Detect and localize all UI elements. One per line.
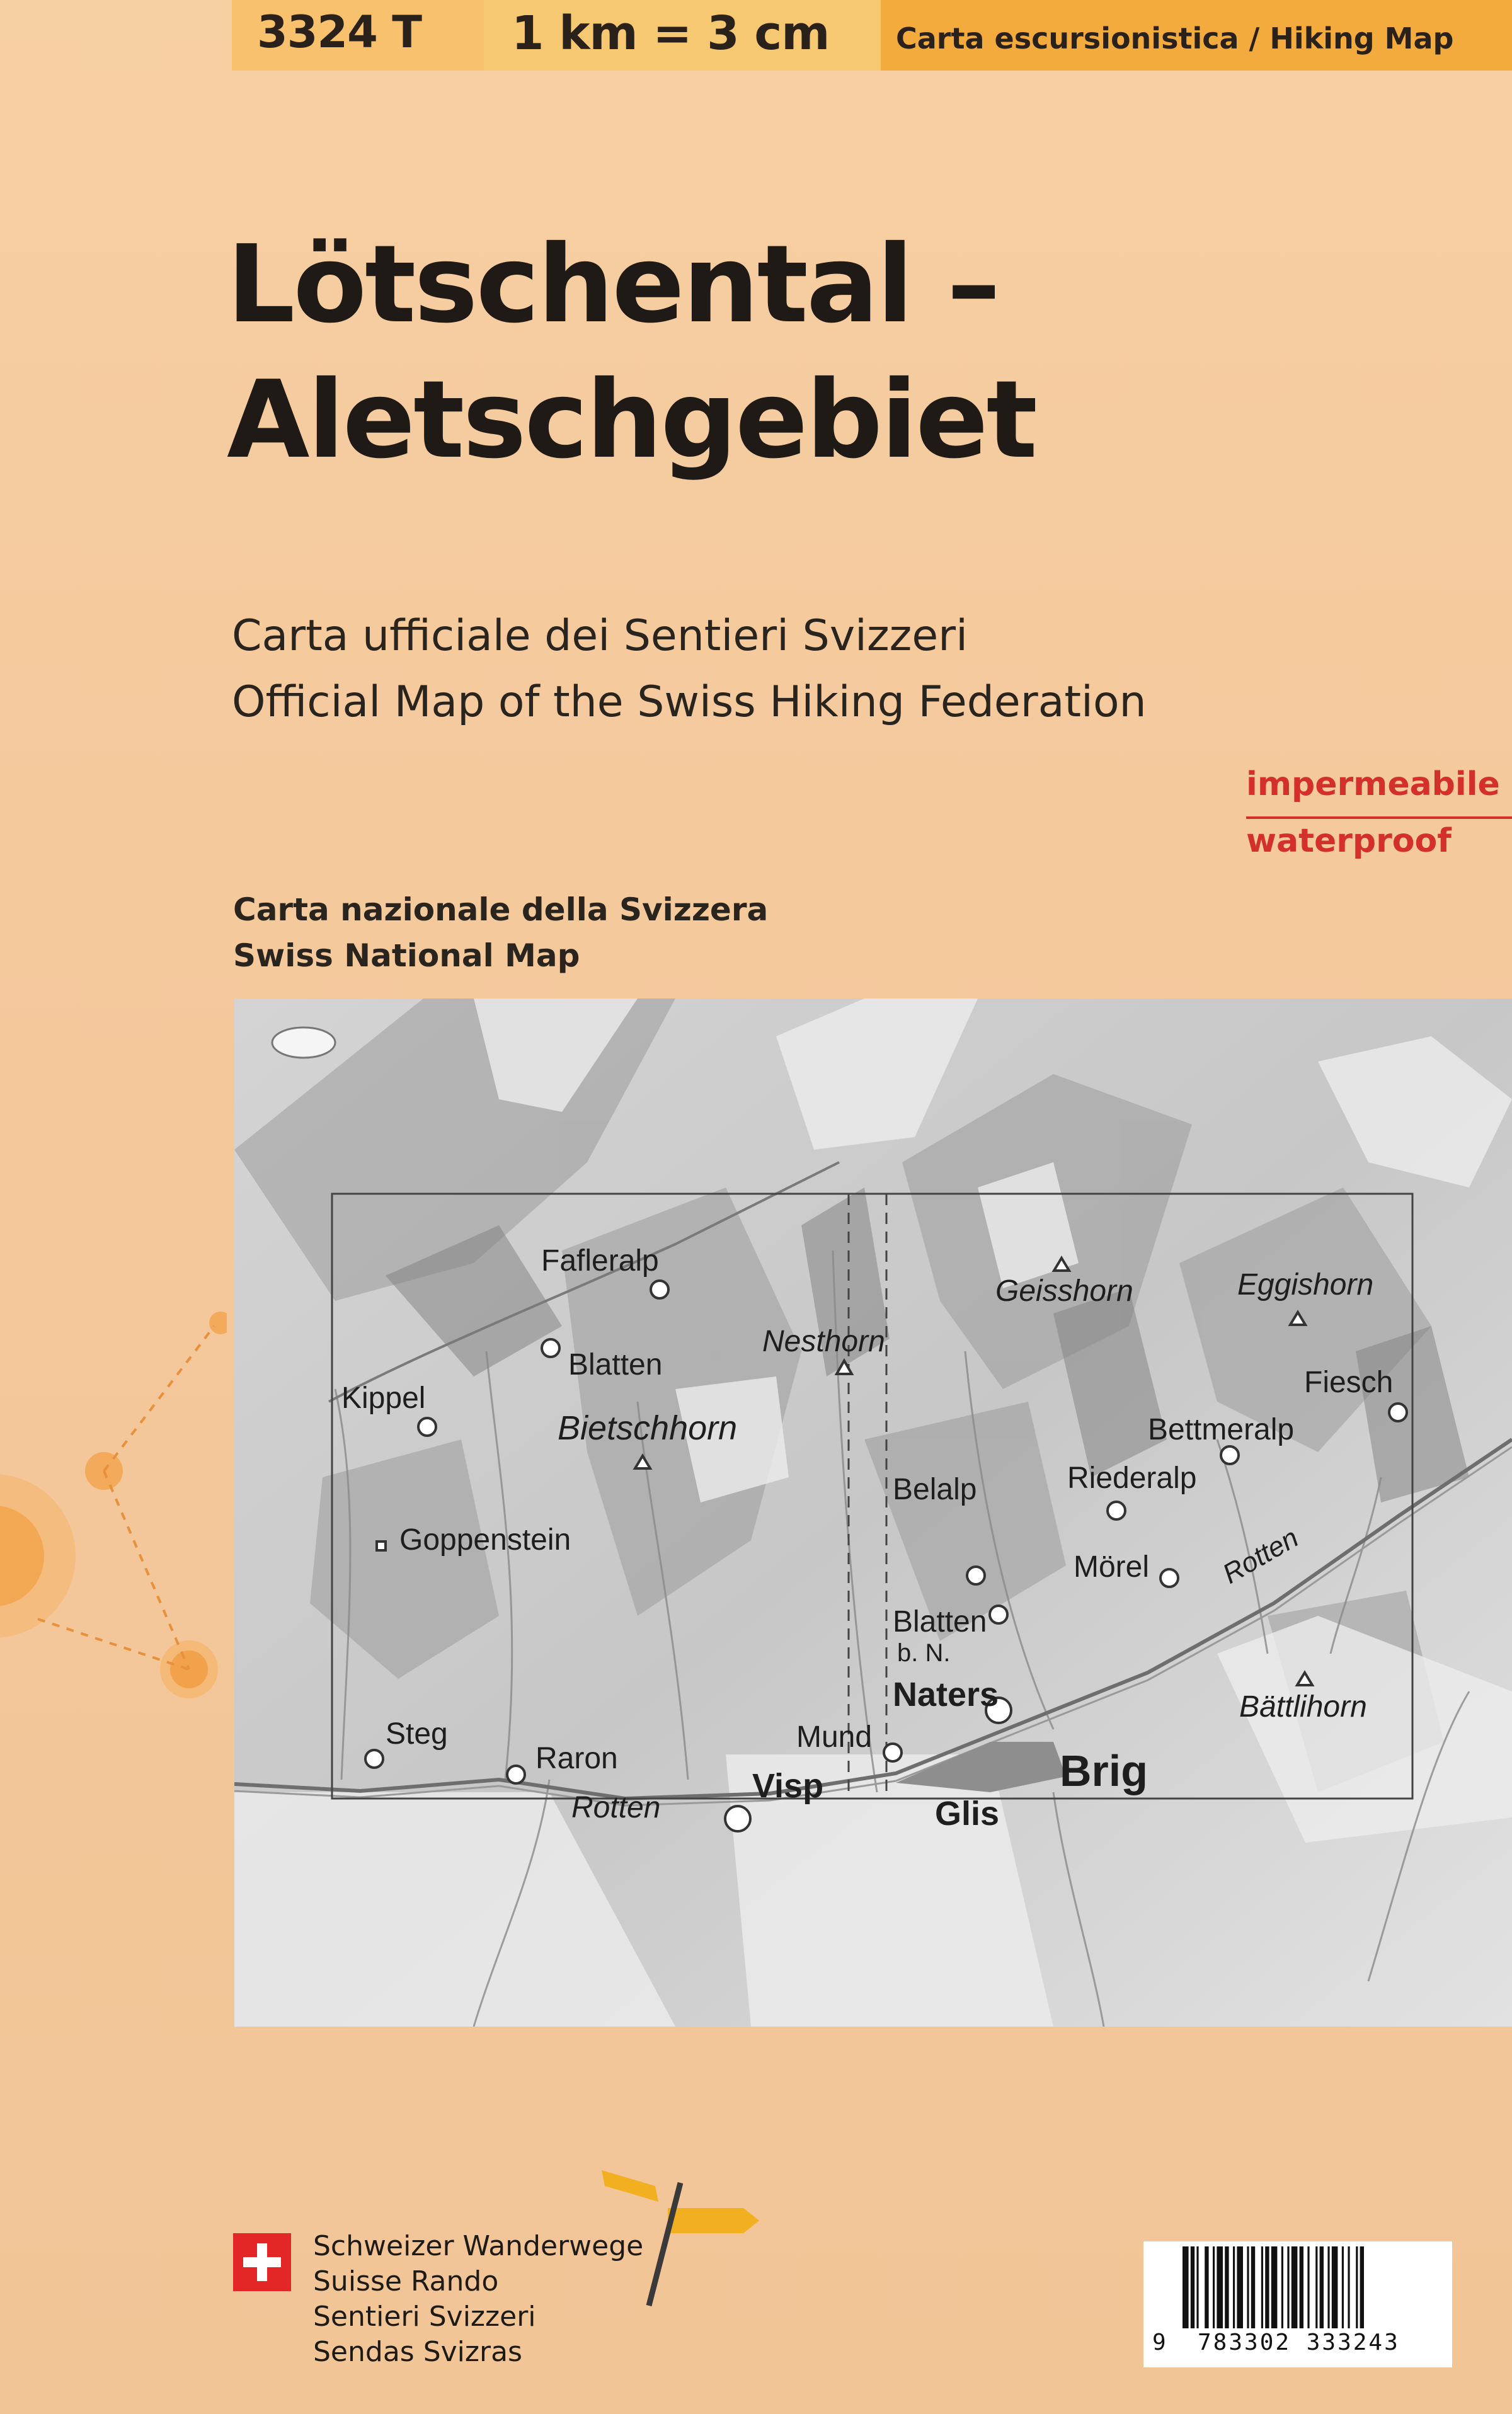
waterproof-english: waterproof xyxy=(1246,822,1452,860)
barcode-bar xyxy=(1348,2246,1349,2328)
label-fiesch: Fiesch xyxy=(1304,1366,1394,1399)
barcode-first-digit: 9 xyxy=(1152,2330,1166,2355)
map-type: Carta escursionistica / Hiking Map xyxy=(896,21,1454,55)
label-eggishorn: Eggishorn xyxy=(1237,1268,1374,1301)
label-geisshorn: Geisshorn xyxy=(995,1274,1133,1308)
map-scale: 1 km = 3 cm xyxy=(512,6,830,60)
barcode-bar xyxy=(1342,2246,1344,2328)
barcode-bar xyxy=(1205,2246,1208,2328)
barcode-bar xyxy=(1292,2246,1298,2328)
subtitle-english: Official Map of the Swiss Hiking Federation xyxy=(232,677,1147,727)
label-blatten-bn: Blatten xyxy=(893,1605,987,1639)
label-riederalp: Riederalp xyxy=(1067,1462,1197,1495)
label-glis: Glis xyxy=(935,1795,1000,1833)
waterproof-divider xyxy=(1246,816,1512,819)
title-line-1: Lötschental – xyxy=(227,222,999,347)
marker-blatten-bn xyxy=(990,1606,1007,1623)
publisher-line-2: Suisse Rando xyxy=(313,2265,499,2297)
marker-fafleralp xyxy=(651,1281,668,1298)
map-code: 3324 T xyxy=(257,6,421,58)
barcode-digits: 783302 333243 xyxy=(1198,2330,1400,2355)
publisher-line-3: Sentieri Svizzeri xyxy=(313,2301,536,2333)
barcode-bar xyxy=(1315,2246,1317,2328)
relief-map xyxy=(234,998,1512,2027)
label-bn: b. N. xyxy=(897,1639,951,1667)
title-line-2: Aletschgebiet xyxy=(227,358,1036,483)
label-mund: Mund xyxy=(796,1720,873,1754)
marker-morel xyxy=(1160,1569,1178,1587)
publisher-names xyxy=(313,2229,643,2370)
marker-goppenstein xyxy=(377,1542,386,1550)
label-rotten-east: Rotten xyxy=(1217,1522,1304,1590)
barcode-bar xyxy=(1191,2246,1194,2328)
marker-bettmeralp xyxy=(1221,1446,1239,1464)
label-rotten-west: Rotten xyxy=(571,1791,661,1824)
barcode-bar xyxy=(1265,2246,1269,2328)
marker-riederalp xyxy=(1108,1502,1125,1519)
barcode-bar xyxy=(1307,2246,1309,2328)
barcode xyxy=(1143,2241,1452,2367)
marker-visp xyxy=(725,1806,750,1831)
label-blatten: Blatten xyxy=(568,1348,663,1381)
label-brig: Brig xyxy=(1060,1746,1148,1795)
barcode-bars xyxy=(1183,2246,1444,2328)
label-raron: Raron xyxy=(536,1742,618,1775)
barcode-bar xyxy=(1287,2246,1289,2328)
barcode-bar xyxy=(1217,2246,1223,2328)
label-visp: Visp xyxy=(752,1767,824,1805)
barcode-bar xyxy=(1196,2246,1198,2328)
barcode-bar xyxy=(1237,2246,1243,2328)
decorative-dots xyxy=(0,1291,227,1732)
marker-raron xyxy=(507,1766,525,1783)
marker-belalp xyxy=(967,1567,985,1584)
swiss-flag-icon xyxy=(233,2233,291,2291)
subtitle-italian: Carta ufficiale dei Sentieri Svizzeri xyxy=(232,611,968,661)
barcode-bar xyxy=(1327,2246,1329,2328)
signpost-icon xyxy=(598,2158,762,2321)
label-steg: Steg xyxy=(386,1717,448,1751)
barcode-bar xyxy=(1183,2246,1189,2328)
barcode-bar xyxy=(1213,2246,1215,2328)
barcode-bar xyxy=(1233,2246,1235,2328)
barcode-bar xyxy=(1261,2246,1263,2328)
label-belalp: Belalp xyxy=(893,1473,977,1506)
label-nesthorn: Nesthorn xyxy=(762,1325,885,1358)
label-goppenstein: Goppenstein xyxy=(399,1523,571,1557)
overview-map xyxy=(234,998,1512,2027)
label-bietschhorn: Bietschhorn xyxy=(558,1409,738,1447)
barcode-bar xyxy=(1281,2246,1283,2328)
marker-fiesch xyxy=(1389,1404,1407,1421)
national-map-italian: Carta nazionale della Svizzera xyxy=(233,891,769,928)
barcode-bar xyxy=(1356,2246,1358,2328)
barcode-bar xyxy=(1251,2246,1255,2328)
barcode-bar xyxy=(1271,2246,1278,2328)
barcode-bar xyxy=(1332,2246,1338,2328)
marker-kippel xyxy=(418,1418,436,1436)
marker-mund xyxy=(884,1744,902,1761)
marker-steg xyxy=(365,1750,383,1768)
barcode-bar xyxy=(1300,2246,1303,2328)
label-fafleralp: Fafleralp xyxy=(541,1244,659,1278)
barcode-bar xyxy=(1225,2246,1228,2328)
publisher-line-4: Sendas Svizras xyxy=(313,2336,522,2368)
label-bettmeralp: Bettmeralp xyxy=(1148,1413,1295,1446)
national-map-english: Swiss National Map xyxy=(233,937,580,974)
marker-blatten xyxy=(542,1339,559,1357)
label-morel: Mörel xyxy=(1074,1550,1150,1584)
top-band xyxy=(0,0,1512,72)
publisher-line-1: Schweizer Wanderwege xyxy=(313,2230,644,2262)
map-title xyxy=(227,217,1036,488)
label-battlihorn: Bättlihorn xyxy=(1239,1690,1367,1724)
waterproof-italian: impermeabile xyxy=(1246,765,1500,803)
label-naters: Naters xyxy=(893,1676,999,1713)
label-kippel: Kippel xyxy=(341,1381,426,1415)
barcode-bar xyxy=(1320,2246,1324,2328)
barcode-bar xyxy=(1247,2246,1249,2328)
barcode-bar xyxy=(1360,2246,1364,2328)
